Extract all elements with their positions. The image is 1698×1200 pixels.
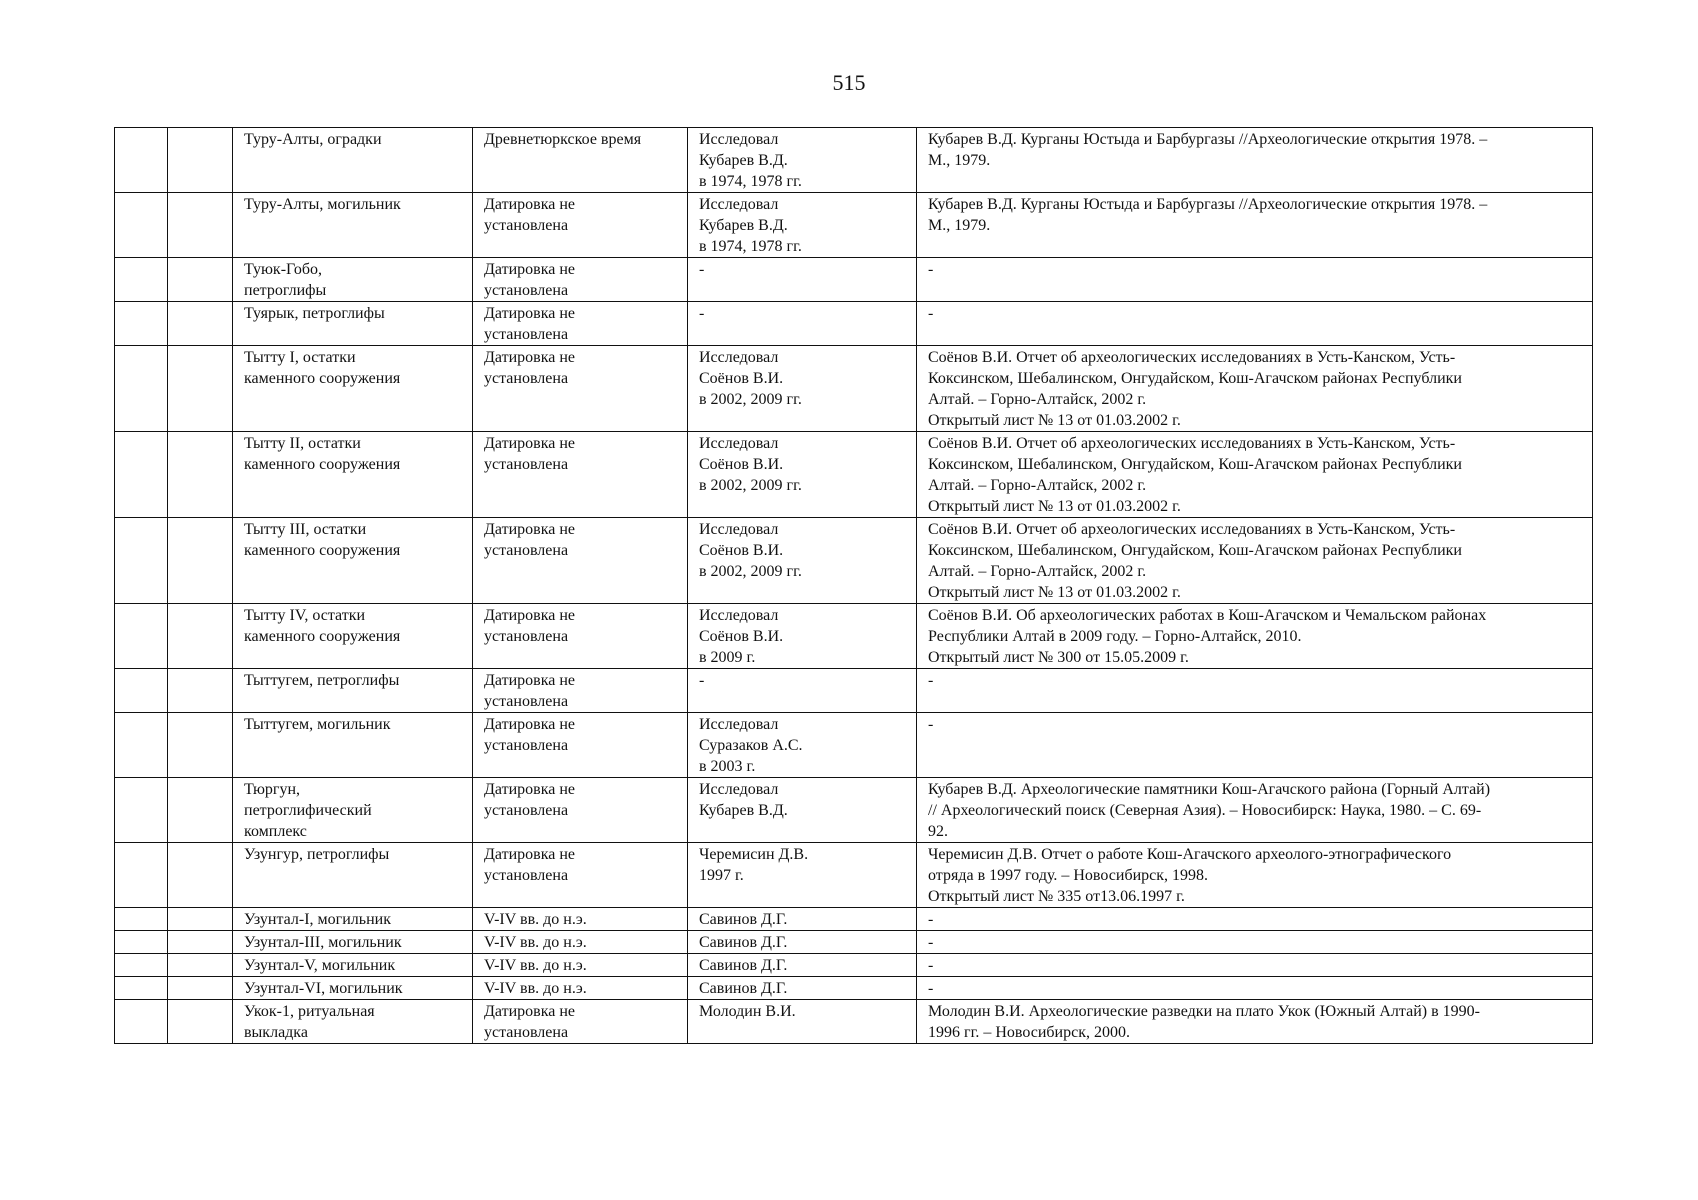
code-cell [168,518,233,604]
researcher-line: Соёнов В.И. [699,370,784,387]
monument-name-line: каменного сооружения [244,370,401,387]
code-cell [168,604,233,669]
monument-name-line: петроглифический [244,802,372,819]
monument-name-cell [233,977,473,1000]
monument-name-cell [233,931,473,954]
dating-cell [473,258,688,302]
monument-name-cell [233,346,473,432]
literature-line: М., 1979. [928,217,991,234]
dating-cell [473,128,688,193]
dating-cell [473,713,688,778]
number-cell [115,193,168,258]
monument-name-cell [233,778,473,843]
researcher-line: - [699,305,705,322]
table-row [115,518,1593,604]
literature-line: Молодин В.И. Археологические разведки на плато Укок (Южный Алтай) в 1990- [928,1003,1480,1020]
dating-cell [473,518,688,604]
number-cell [115,977,168,1000]
monument-name-line: Узунтал-III, могильник [244,934,402,951]
dating-cell [473,302,688,346]
dating-line: установлена [484,217,569,234]
researcher-line: Соёнов В.И. [699,456,784,473]
researcher-cell [688,778,917,843]
monument-name-line: Тыттугем, петроглифы [244,672,400,689]
researcher-line: в 1974, 1978 гг. [699,173,802,190]
literature-line: Коксинском, Шебалинском, Онгудайском, Кош-Агачском районах Республики [928,456,1462,473]
dating-line: Датировка не [484,435,576,452]
table-row [115,193,1593,258]
researcher-line: Исследовал [699,435,779,452]
monuments-table [114,127,1593,1044]
literature-line: 1996 гг. – Новосибирск, 2000. [928,1024,1130,1041]
literature-cell [917,1000,1593,1044]
monument-name-cell [233,713,473,778]
researcher-line: - [699,261,705,278]
literature-line: Республики Алтай в 2009 году. – Горно-Алтайск, 2010. [928,628,1302,645]
table-body [115,128,1593,1044]
dating-line: установлена [484,737,569,754]
researcher-line: Кубарев В.Д. [699,152,788,169]
table-row [115,954,1593,977]
literature-cell [917,713,1593,778]
literature-line: Открытый лист № 335 от13.06.1997 г. [928,888,1185,905]
researcher-cell [688,908,917,931]
researcher-line: Соёнов В.И. [699,628,784,645]
number-cell [115,843,168,908]
literature-line: Коксинском, Шебалинском, Онгудайском, Кош-Агачском районах Республики [928,370,1462,387]
dating-cell [473,977,688,1000]
monument-name-line: Узунгур, петроглифы [244,846,390,863]
code-cell [168,193,233,258]
dating-line: Датировка не [484,672,576,689]
researcher-cell [688,1000,917,1044]
researcher-line: Исследовал [699,781,779,798]
dating-line: установлена [484,802,569,819]
literature-line: Открытый лист № 13 от 01.03.2002 г. [928,498,1181,515]
number-cell [115,1000,168,1044]
researcher-line: Соёнов В.И. [699,542,784,559]
researcher-cell [688,604,917,669]
literature-cell [917,843,1593,908]
monument-name-line: каменного сооружения [244,542,401,559]
researcher-line: Исследовал [699,349,779,366]
literature-line: Открытый лист № 300 от 15.05.2009 г. [928,649,1189,666]
researcher-cell [688,843,917,908]
number-cell [115,258,168,302]
monument-name-line: Тытту II, остатки [244,435,361,452]
code-cell [168,1000,233,1044]
researcher-cell [688,977,917,1000]
monument-name-line: Узунтал-V, могильник [244,957,396,974]
dating-line: установлена [484,370,569,387]
monument-name-line: Тытту III, остатки [244,521,367,538]
researcher-cell [688,518,917,604]
table-row [115,931,1593,954]
dating-line: Датировка не [484,305,576,322]
literature-cell [917,193,1593,258]
researcher-cell [688,128,917,193]
literature-line: Алтай. – Горно-Алтайск, 2002 г. [928,477,1147,494]
literature-cell [917,346,1593,432]
dating-cell [473,954,688,977]
researcher-line: Исследовал [699,716,779,733]
literature-line: // Археологический поиск (Северная Азия). – Новосибирск: Наука, 1980. – С. 69- [928,802,1482,819]
dating-cell [473,843,688,908]
researcher-cell [688,346,917,432]
literature-line: Кубарев В.Д. Курганы Юстыда и Барбургазы //Археологические открытия 1978. – [928,196,1488,213]
dating-line: V-IV вв. до н.э. [484,980,587,997]
literature-line: - [928,261,934,278]
literature-line: Соёнов В.И. Отчет об археологических исследованиях в Усть-Канском, Усть- [928,435,1456,452]
dating-line: установлена [484,326,569,343]
literature-cell [917,518,1593,604]
page-number: 515 [832,70,866,95]
literature-line: Кубарев В.Д. Археологические памятники Кош-Агачского района (Горный Алтай) [928,781,1491,798]
literature-line: Соёнов В.И. Об археологических работах в Кош-Агачском и Чемальском районах [928,607,1487,624]
researcher-line: в 2003 г. [699,758,756,775]
literature-line: Алтай. – Горно-Алтайск, 2002 г. [928,563,1147,580]
monument-name-line: петроглифы [244,282,327,299]
researcher-line: Исследовал [699,607,779,624]
researcher-cell [688,432,917,518]
literature-line: - [928,980,934,997]
table-row [115,843,1593,908]
researcher-line: Кубарев В.Д. [699,802,788,819]
researcher-cell [688,931,917,954]
monument-name-cell [233,843,473,908]
number-cell [115,518,168,604]
researcher-line: Кубарев В.Д. [699,217,788,234]
dating-line: V-IV вв. до н.э. [484,934,587,951]
dating-cell [473,432,688,518]
dating-line: Датировка не [484,196,576,213]
monument-name-line: Узунтал-VI, могильник [244,980,403,997]
number-cell [115,908,168,931]
code-cell [168,128,233,193]
researcher-line: Суразаков А.С. [699,737,803,754]
dating-cell [473,604,688,669]
literature-line: Открытый лист № 13 от 01.03.2002 г. [928,412,1181,429]
dating-line: Датировка не [484,716,576,733]
dating-line: установлена [484,867,569,884]
code-cell [168,302,233,346]
monument-name-line: Тытту IV, остатки [244,607,366,624]
monument-name-line: выкладка [244,1024,308,1041]
table-row [115,604,1593,669]
code-cell [168,843,233,908]
monument-name-line: Тыттугем, могильник [244,716,391,733]
dating-line: Датировка не [484,607,576,624]
researcher-cell [688,193,917,258]
researcher-line: Черемисин Д.В. [699,846,809,863]
literature-cell [917,128,1593,193]
literature-line: - [928,911,934,928]
monument-name-cell [233,128,473,193]
number-cell [115,346,168,432]
monument-name-cell [233,669,473,713]
dating-line: Датировка не [484,846,576,863]
dating-line: V-IV вв. до н.э. [484,911,587,928]
number-cell [115,432,168,518]
literature-cell [917,954,1593,977]
monument-name-cell [233,258,473,302]
monument-name-cell [233,193,473,258]
dating-line: Датировка не [484,261,576,278]
number-cell [115,954,168,977]
number-cell [115,302,168,346]
literature-cell [917,432,1593,518]
researcher-line: - [699,672,705,689]
literature-line: - [928,957,934,974]
researcher-line: Савинов Д.Г. [699,911,788,928]
literature-cell [917,931,1593,954]
literature-line: Соёнов В.И. Отчет об археологических исследованиях в Усть-Канском, Усть- [928,521,1456,538]
dating-line: установлена [484,542,569,559]
literature-line: Алтай. – Горно-Алтайск, 2002 г. [928,391,1147,408]
researcher-line: в 1974, 1978 гг. [699,238,802,255]
literature-cell [917,302,1593,346]
monument-name-cell [233,302,473,346]
literature-cell [917,669,1593,713]
dating-line: установлена [484,693,569,710]
table-row [115,432,1593,518]
code-cell [168,977,233,1000]
researcher-line: в 2002, 2009 гг. [699,563,802,580]
researcher-line: Исследовал [699,521,779,538]
dating-line: Датировка не [484,1003,576,1020]
researcher-line: 1997 г. [699,867,744,884]
monument-name-line: Укок-1, ритуальная [244,1003,375,1020]
code-cell [168,908,233,931]
table-row [115,302,1593,346]
code-cell [168,778,233,843]
number-cell [115,669,168,713]
literature-line: Коксинском, Шебалинском, Онгудайском, Кош-Агачском районах Республики [928,542,1462,559]
researcher-cell [688,302,917,346]
code-cell [168,346,233,432]
dating-line: установлена [484,1024,569,1041]
monument-name-cell [233,432,473,518]
dating-line: Датировка не [484,521,576,538]
monument-name-line: Туюк-Гобо, [244,261,323,278]
code-cell [168,432,233,518]
literature-line: отряда в 1997 году. – Новосибирск, 1998. [928,867,1209,884]
dating-cell [473,669,688,713]
number-cell [115,713,168,778]
literature-line: - [928,934,934,951]
number-cell [115,931,168,954]
table-row [115,713,1593,778]
code-cell [168,931,233,954]
literature-cell [917,908,1593,931]
monument-name-line: каменного сооружения [244,628,401,645]
literature-cell [917,778,1593,843]
monument-name-line: Туру-Алты, оградки [244,131,382,148]
researcher-line: Исследовал [699,196,779,213]
table-row [115,128,1593,193]
code-cell [168,258,233,302]
table-row [115,908,1593,931]
monument-name-line: комплекс [244,823,307,840]
dating-line: установлена [484,282,569,299]
monument-name-line: Туярык, петроглифы [244,305,385,322]
researcher-line: в 2002, 2009 гг. [699,477,802,494]
dating-line: установлена [484,456,569,473]
monument-name-cell [233,604,473,669]
literature-line: Кубарев В.Д. Курганы Юстыда и Барбургазы //Археологические открытия 1978. – [928,131,1488,148]
researcher-line: Савинов Д.Г. [699,934,788,951]
table-row [115,346,1593,432]
dating-cell [473,193,688,258]
dating-cell [473,346,688,432]
literature-line: Открытый лист № 13 от 01.03.2002 г. [928,584,1181,601]
researcher-line: Исследовал [699,131,779,148]
literature-cell [917,977,1593,1000]
monument-name-line: Узунтал-I, могильник [244,911,391,928]
monument-name-line: Тюргун, [244,781,301,798]
monument-name-cell [233,954,473,977]
code-cell [168,669,233,713]
number-cell [115,128,168,193]
researcher-cell [688,669,917,713]
literature-line: М., 1979. [928,152,991,169]
dating-cell [473,931,688,954]
monument-name-cell [233,908,473,931]
researcher-line: Молодин В.И. [699,1003,796,1020]
literature-line: Соёнов В.И. Отчет об археологических исследованиях в Усть-Канском, Усть- [928,349,1456,366]
literature-line: - [928,716,934,733]
table-row [115,258,1593,302]
literature-line: 92. [928,823,948,840]
table-row [115,778,1593,843]
literature-line: Черемисин Д.В. Отчет о работе Кош-Агачского археолого-этнографического [928,846,1452,863]
researcher-cell [688,713,917,778]
researcher-line: в 2009 г. [699,649,756,666]
table-row [115,669,1593,713]
researcher-line: Савинов Д.Г. [699,980,788,997]
dating-cell [473,1000,688,1044]
researcher-cell [688,954,917,977]
researcher-line: Савинов Д.Г. [699,957,788,974]
literature-cell [917,258,1593,302]
monument-name-cell [233,1000,473,1044]
dating-line: установлена [484,628,569,645]
researcher-line: в 2002, 2009 гг. [699,391,802,408]
dating-line: Древнетюркское время [484,131,642,148]
literature-line: - [928,672,934,689]
monument-name-line: Туру-Алты, могильник [244,196,401,213]
table-row [115,1000,1593,1044]
code-cell [168,713,233,778]
number-cell [115,604,168,669]
dating-cell [473,908,688,931]
dating-cell [473,778,688,843]
monument-name-line: Тытту I, остатки [244,349,356,366]
monument-name-cell [233,518,473,604]
literature-line: - [928,305,934,322]
table-row [115,977,1593,1000]
code-cell [168,954,233,977]
dating-line: Датировка не [484,349,576,366]
literature-cell [917,604,1593,669]
number-cell [115,778,168,843]
dating-line: V-IV вв. до н.э. [484,957,587,974]
researcher-cell [688,258,917,302]
dating-line: Датировка не [484,781,576,798]
monument-name-line: каменного сооружения [244,456,401,473]
